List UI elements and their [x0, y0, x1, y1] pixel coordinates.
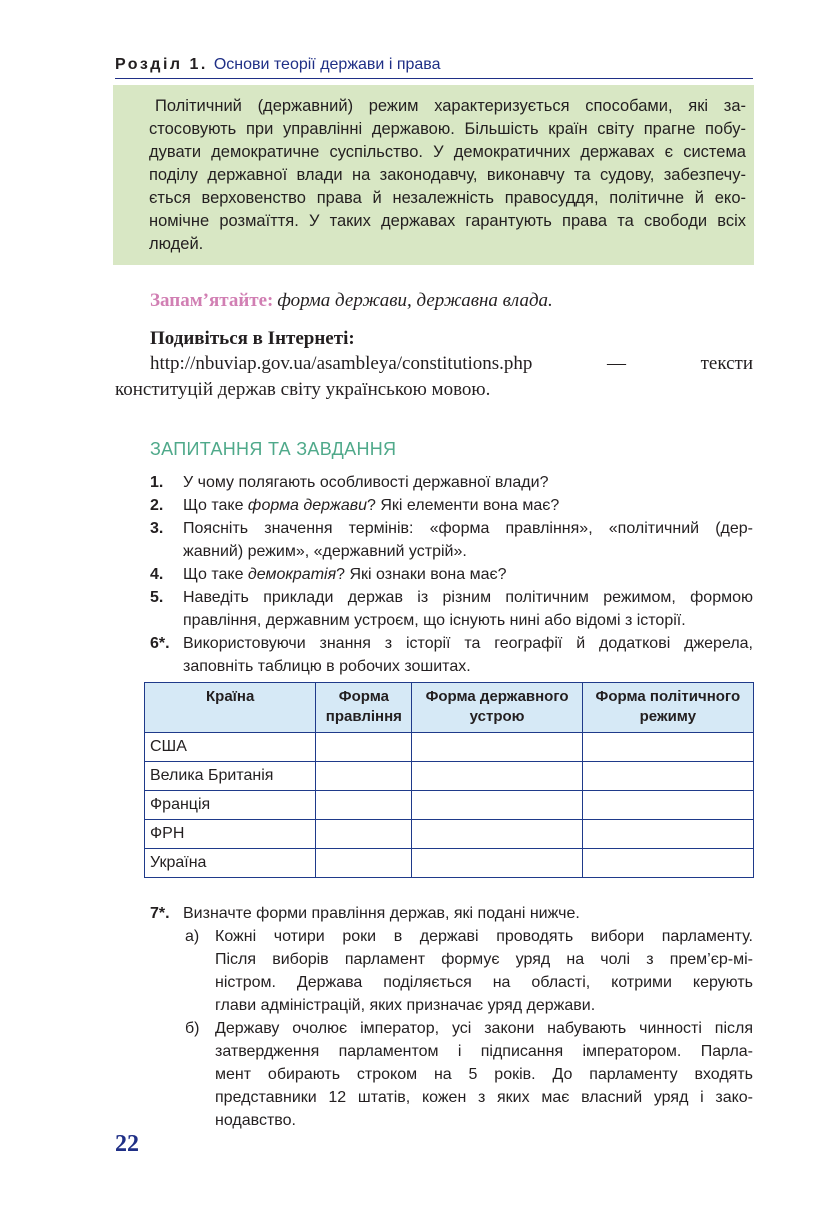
table-cell: [582, 733, 753, 762]
question-number: 1.: [150, 474, 164, 491]
countries-table: [144, 682, 754, 878]
internet-link-line[interactable]: http://nbuviap.gov.ua/asambleya/constitutions.php — тексти: [150, 353, 753, 374]
table-header-cell: Форма правління: [316, 683, 412, 733]
table-cell: [412, 820, 582, 849]
definition-line: стосовують при управлінні державою. Більшість країн світу прагне побу-: [149, 120, 746, 138]
question-item: [150, 632, 753, 678]
questions-heading: ЗАПИТАННЯ ТА ЗАВДАННЯ: [150, 439, 397, 459]
table-row: [145, 762, 754, 791]
question-item: [150, 586, 753, 632]
table-cell: [316, 791, 412, 820]
table-cell-country: ФРН: [145, 820, 316, 849]
question-text: Використовуючи знання з історії та географії й додаткові джерела,: [183, 635, 753, 652]
table-cell: [582, 791, 753, 820]
question-item: [150, 517, 753, 563]
table-cell: [412, 733, 582, 762]
question-text: Поясніть значення термінів: «форма правління», «політичний (дер-: [183, 520, 753, 537]
remember-text: форма держави, державна влада.: [277, 290, 553, 311]
sub-item-line: представники 12 штатів, кожен з яких має власний уряд і зако-: [215, 1089, 753, 1106]
table-cell: [582, 762, 753, 791]
table-header-row: [145, 683, 754, 733]
definition-line: людей.: [149, 235, 204, 253]
question-number: 3.: [150, 520, 164, 537]
internet-heading: Подивіться в Інтернеті:: [150, 328, 355, 349]
question-text: У чому полягають особливості державної влади?: [183, 474, 549, 491]
internet-desc-line: конституцій держав світу українською мовою.: [115, 379, 491, 400]
sub-item-line: ністром. Держава поділяється на області, котрими керують: [215, 974, 753, 991]
question-7: [150, 902, 753, 1132]
sub-item-line: затвердження парламентом і підписання імператором. Парла-: [215, 1043, 753, 1060]
table-cell: [316, 820, 412, 849]
question-text: Визначте форми правління держав, які подані нижче.: [183, 905, 580, 922]
table-cell: [582, 849, 753, 878]
sub-item-line: мент обирають строком на 5 років. До парламенту входять: [215, 1066, 753, 1083]
running-header: [115, 54, 753, 79]
sub-item-b: [150, 1017, 753, 1132]
table-cell: [412, 849, 582, 878]
definition-line: ється верховенство права й незалежність правосуддя, політичне й еко-: [149, 189, 746, 207]
question-text: [183, 494, 753, 517]
question-item: [150, 494, 753, 517]
table-cell: [316, 849, 412, 878]
sub-item-line: глави адміністрацій, яких призначає уряд держави.: [215, 997, 596, 1014]
definition-box: [113, 85, 754, 265]
remember-label: Запам’ятайте:: [150, 290, 274, 311]
question-number: 7*.: [150, 905, 170, 922]
question-number: 5.: [150, 589, 164, 606]
table-row: [145, 820, 754, 849]
question-number: 6*.: [150, 635, 170, 652]
sub-item-a: [150, 925, 753, 1017]
definition-line: Політичний (державний) режим характеризується способами, які за-: [155, 97, 746, 115]
table-cell-country: Велика Британія: [145, 762, 316, 791]
question-text-part: Що таке: [183, 497, 248, 514]
remember-note: [150, 288, 553, 314]
table-cell: [316, 762, 412, 791]
question-item: [150, 563, 753, 586]
question-item: [150, 902, 753, 925]
sub-item-letter: б): [185, 1020, 200, 1037]
internet-reference: [115, 351, 753, 403]
table-header-cell: Форма державного устрою: [412, 683, 582, 733]
definition-line: поділу державної влади на законодавчу, виконавчу та судову, забезпечу-: [149, 166, 746, 184]
section-subject: Основи теорії держави і права: [213, 56, 441, 73]
table-row: [145, 791, 754, 820]
page-number: 22: [115, 1131, 139, 1157]
sub-item-line: нодавство.: [215, 1112, 296, 1129]
definition-line: дувати демократичне суспільство. У демократичних державах є система: [149, 143, 746, 161]
question-term: демократія: [247, 566, 337, 583]
question-text: [183, 563, 753, 586]
table-row: [145, 733, 754, 762]
sub-item-line: Після виборів парламент формує уряд на чолі з прем’єр-мі-: [215, 951, 753, 968]
question-term: форма держави: [247, 497, 368, 514]
table-row: [145, 849, 754, 878]
table-cell: [582, 820, 753, 849]
table-cell-country: США: [145, 733, 316, 762]
table-cell-country: Франція: [145, 791, 316, 820]
question-number: 2.: [150, 497, 164, 514]
table-cell: [412, 791, 582, 820]
question-number: 4.: [150, 566, 164, 583]
sub-item-line: Державу очолює імператор, усі закони набувають чинності після: [215, 1020, 753, 1037]
question-text-part: Що таке: [183, 566, 248, 583]
section-label: Розділ 1.: [115, 56, 208, 73]
question-text-part: ? Які ознаки вона має?: [336, 566, 507, 583]
question-text: заповніть таблицю в робочих зошитах.: [183, 658, 471, 675]
table-header-cell: Форма політичного режиму: [582, 683, 753, 733]
table-cell: [316, 733, 412, 762]
questions-list: [150, 471, 753, 678]
sub-item-line: Кожні чотири роки в державі проводять вибори парламенту.: [215, 928, 753, 945]
question-text-part: ? Які елементи вона має?: [367, 497, 560, 514]
question-text: Наведіть приклади держав із різним політичним режимом, формою: [183, 589, 753, 606]
definition-line: номічне розмаїття. У таких державах гарантують права та свободи всіх: [149, 212, 746, 230]
sub-item-letter: а): [185, 928, 200, 945]
table-cell-country: Україна: [145, 849, 316, 878]
question-text: правління, державним устроєм, що існують нині або відомі з історії.: [183, 612, 686, 629]
question-text: жавний) режим», «державний устрій».: [183, 543, 467, 560]
table-header-cell: Країна: [145, 683, 316, 733]
question-item: [150, 471, 753, 494]
table-cell: [412, 762, 582, 791]
